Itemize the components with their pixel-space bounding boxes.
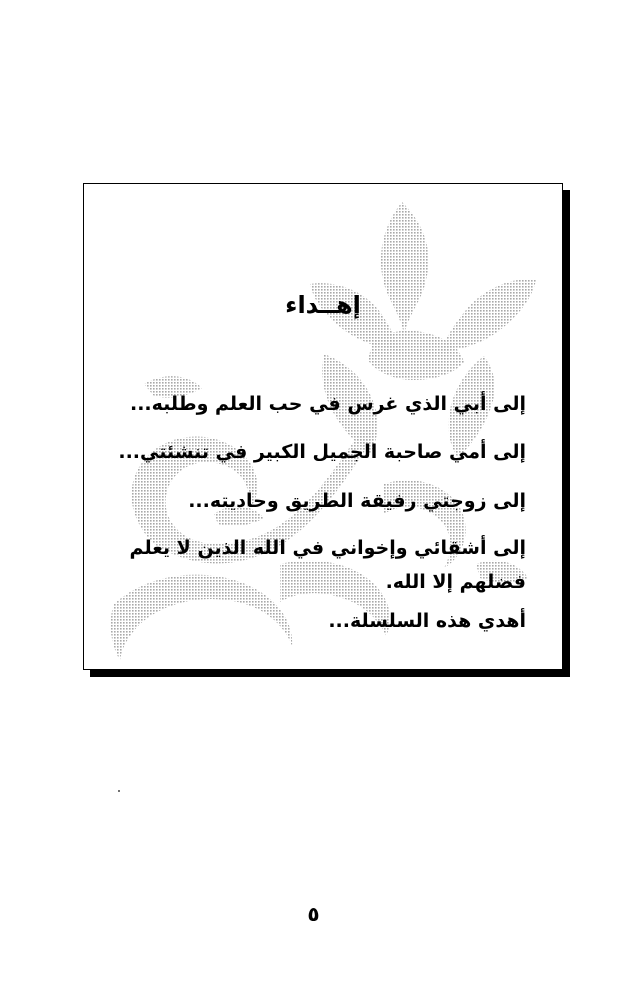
dedication-frame: [83, 183, 563, 670]
page-number: ٥: [307, 902, 320, 926]
dedication-line-series: أهدي هذه السلسلة...: [328, 610, 526, 632]
scan-speck: [118, 790, 120, 792]
dedication-line-mother: إلى أمي صاحبة الجميل الكبير في تنشئتي...: [118, 441, 526, 463]
dedication-line-wife: إلى زوجتي رفيقة الطريق وحاديته...: [188, 490, 526, 512]
dedication-line-father: إلى أبي الذي غرس في حب العلم وطلبه...: [130, 393, 526, 415]
dedication-content: [84, 184, 562, 669]
dedication-title: إهــداء: [285, 291, 361, 319]
dedication-line-brothers: إلى أشقائي وإخواني في الله الذين لا يعلم فضلهم إلا الله.: [129, 537, 526, 593]
